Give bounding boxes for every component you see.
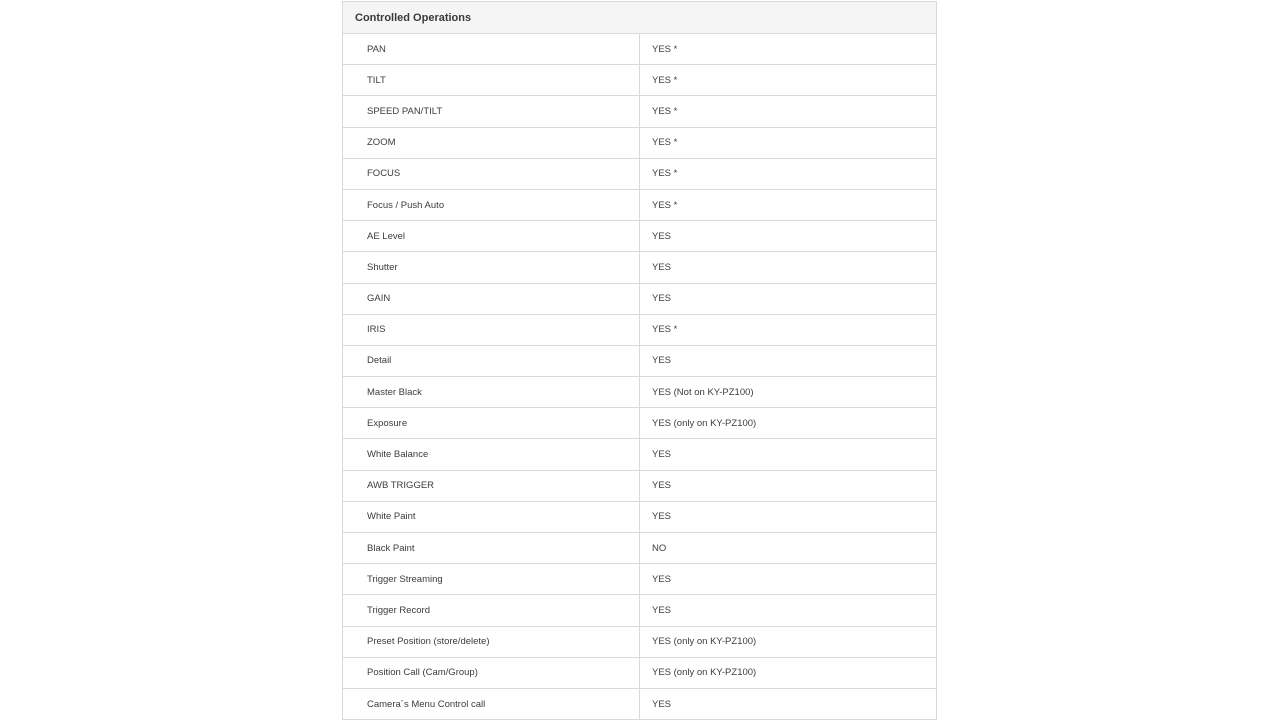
table-row	[343, 626, 937, 657]
operation-support: YES *	[640, 96, 937, 127]
table-row	[343, 657, 937, 688]
table-row	[343, 470, 937, 501]
operation-name: Black Paint	[343, 533, 640, 564]
table-row	[343, 377, 937, 408]
table-header-row	[343, 2, 937, 34]
operation-support: YES	[640, 283, 937, 314]
operation-name: SPEED PAN/TILT	[343, 96, 640, 127]
operation-support: YES	[640, 439, 937, 470]
table-row	[343, 533, 937, 564]
table-row	[343, 189, 937, 220]
operation-name: Preset Position (store/delete)	[343, 626, 640, 657]
table-body	[343, 34, 937, 720]
table-row	[343, 96, 937, 127]
operation-name: Camera´s Menu Control call	[343, 688, 640, 719]
operation-name: AE Level	[343, 221, 640, 252]
operation-name: IRIS	[343, 314, 640, 345]
operation-support: YES (only on KY-PZ100)	[640, 626, 937, 657]
operation-support: YES *	[640, 34, 937, 65]
operation-name: AWB TRIGGER	[343, 470, 640, 501]
operation-name: Master Black	[343, 377, 640, 408]
table-row	[343, 501, 937, 532]
operation-name: ZOOM	[343, 127, 640, 158]
operation-support: YES *	[640, 65, 937, 96]
table-row	[343, 127, 937, 158]
operation-name: White Balance	[343, 439, 640, 470]
operation-support: NO	[640, 533, 937, 564]
table-row	[343, 688, 937, 719]
operation-support: YES (only on KY-PZ100)	[640, 657, 937, 688]
operation-name: Position Call (Cam/Group)	[343, 657, 640, 688]
table-row	[343, 408, 937, 439]
operation-support: YES	[640, 688, 937, 719]
table-row	[343, 221, 937, 252]
operation-name: Exposure	[343, 408, 640, 439]
table-row	[343, 34, 937, 65]
table-header: Controlled Operations	[343, 2, 937, 34]
operation-name: Detail	[343, 345, 640, 376]
operation-support: YES	[640, 252, 937, 283]
table-row	[343, 439, 937, 470]
operation-support: YES *	[640, 189, 937, 220]
controlled-operations-table	[342, 1, 937, 720]
operation-support: YES	[640, 564, 937, 595]
operation-name: Shutter	[343, 252, 640, 283]
table-row	[343, 252, 937, 283]
table-row	[343, 283, 937, 314]
operation-name: PAN	[343, 34, 640, 65]
operation-support: YES	[640, 221, 937, 252]
operation-name: Focus / Push Auto	[343, 189, 640, 220]
operation-support: YES (only on KY-PZ100)	[640, 408, 937, 439]
operation-support: YES (Not on KY-PZ100)	[640, 377, 937, 408]
table-row	[343, 345, 937, 376]
operation-support: YES *	[640, 158, 937, 189]
operation-name: GAIN	[343, 283, 640, 314]
operation-name: White Paint	[343, 501, 640, 532]
operation-support: YES	[640, 501, 937, 532]
table-row	[343, 314, 937, 345]
table-row	[343, 564, 937, 595]
operation-support: YES *	[640, 127, 937, 158]
operation-support: YES	[640, 470, 937, 501]
table-row	[343, 65, 937, 96]
operation-support: YES	[640, 595, 937, 626]
operation-support: YES	[640, 345, 937, 376]
operation-name: Trigger Record	[343, 595, 640, 626]
operation-name: FOCUS	[343, 158, 640, 189]
table-row	[343, 158, 937, 189]
table-row	[343, 595, 937, 626]
operation-name: TILT	[343, 65, 640, 96]
operation-name: Trigger Streaming	[343, 564, 640, 595]
operation-support: YES *	[640, 314, 937, 345]
